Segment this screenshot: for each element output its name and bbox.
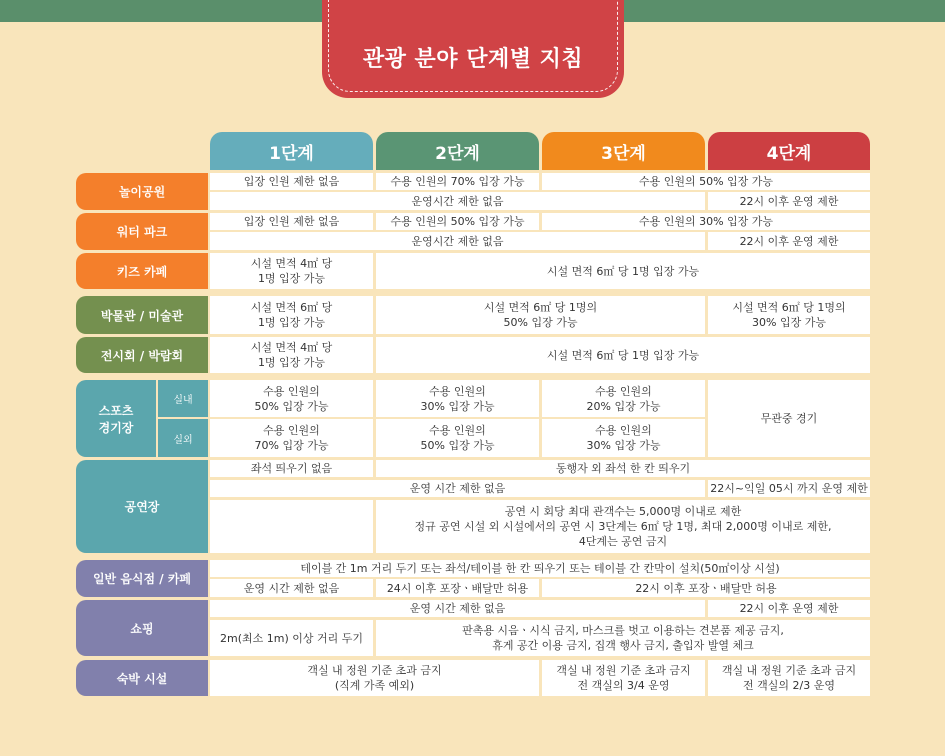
- sports-indoor-stage1-cell: 수용 인원의 50% 입장 가능: [210, 380, 373, 417]
- restaurant-table-all-cell: 테이블 간 1m 거리 두기 또는 좌석/테이블 한 칸 띄우기 또는 테이블 간 칸막이 설치(50㎡이상 시설): [210, 560, 870, 577]
- museum-stage4-cell: 시설 면적 6㎡ 당 1명의 30% 입장 가능: [708, 296, 870, 334]
- shopping-hours-stage123-cell: 운영 시간 제한 없음: [210, 600, 705, 617]
- shopping-rules-stage234-cell: 판촉용 시음ㆍ시식 금지, 마스크를 벗고 이용하는 견본품 제공 금지, 휴게 공간 이용 금지, 집객 행사 금지, 출입자 발열 체크: [376, 620, 870, 656]
- museum-stage23-cell: 시설 면적 6㎡ 당 1명의 50% 입장 가능: [376, 296, 705, 334]
- sports-outdoor-stage1-cell: 수용 인원의 70% 입장 가능: [210, 419, 373, 457]
- lodging-stage12-cell: 객실 내 정원 기준 초과 금지 (직계 가족 예외): [210, 660, 539, 696]
- amusement-hours-stage123-cell: 운영시간 제한 없음: [210, 192, 705, 210]
- stage-3-header: 3단계: [542, 132, 705, 170]
- sports-indoor-stage2-cell: 수용 인원의 30% 입장 가능: [376, 380, 539, 417]
- category-performance: 공연장: [76, 460, 208, 553]
- museum-stage1-cell: 시설 면적 6㎡ 당 1명 입장 가능: [210, 296, 373, 334]
- amusement-hours-stage4-cell: 22시 이후 운영 제한: [708, 192, 870, 210]
- performance-hours-stage123-cell: 운영 시간 제한 없음: [210, 480, 705, 497]
- category-water-park: 워터 파크: [76, 213, 208, 250]
- exhibition-stage1-cell: 시설 면적 4㎡ 당 1명 입장 가능: [210, 337, 373, 373]
- shopping-hours-stage4-cell: 22시 이후 운영 제한: [708, 600, 870, 617]
- restaurant-hours-stage34-cell: 22시 이후 포장ㆍ배달만 허용: [542, 579, 870, 597]
- shopping-distance-stage1-cell: 2m(최소 1m) 이상 거리 두기: [210, 620, 373, 656]
- performance-hours-stage4-cell: 22시~익일 05시 까지 운영 제한: [708, 480, 870, 497]
- stage-2-header: 2단계: [376, 132, 539, 170]
- restaurant-hours-stage1-cell: 운영 시간 제한 없음: [210, 579, 373, 597]
- lodging-stage3-cell: 객실 내 정원 기준 초과 금지 전 객실의 3/4 운영: [542, 660, 705, 696]
- category-exhibition: 전시회 / 박람회: [76, 337, 208, 373]
- water-stage34-cell: 수용 인원의 30% 입장 가능: [542, 213, 870, 230]
- category-shopping: 쇼핑: [76, 600, 208, 656]
- category-lodging: 숙박 시설: [76, 660, 208, 696]
- lodging-stage4-cell: 객실 내 정원 기준 초과 금지 전 객실의 2/3 운영: [708, 660, 870, 696]
- water-hours-stage4-cell: 22시 이후 운영 제한: [708, 232, 870, 250]
- amusement-stage34-cell: 수용 인원의 50% 입장 가능: [542, 173, 870, 190]
- kids-stage1-cell: 시설 면적 4㎡ 당 1명 입장 가능: [210, 253, 373, 289]
- performance-seat-stage1-cell: 좌석 띄우기 없음: [210, 460, 373, 477]
- kids-stage234-cell: 시설 면적 6㎡ 당 1명 입장 가능: [376, 253, 870, 289]
- water-stage2-cell: 수용 인원의 50% 입장 가능: [376, 213, 539, 230]
- sports-stage4-cell: 무관중 경기: [708, 380, 870, 457]
- sports-outdoor-stage3-cell: 수용 인원의 30% 입장 가능: [542, 419, 705, 457]
- exhibition-stage234-cell: 시설 면적 6㎡ 당 1명 입장 가능: [376, 337, 870, 373]
- stage-1-header: 1단계: [210, 132, 373, 170]
- performance-seat-stage234-cell: 동행자 외 좌석 한 칸 띄우기: [376, 460, 870, 477]
- category-museum: 박물관 / 미술관: [76, 296, 208, 334]
- category-restaurant: 일반 음식점 / 카페: [76, 560, 208, 597]
- sports-outdoor-stage2-cell: 수용 인원의 50% 입장 가능: [376, 419, 539, 457]
- category-sports: 스포츠 경기장: [76, 380, 156, 457]
- category-kids-cafe: 키즈 카페: [76, 253, 208, 289]
- restaurant-hours-stage2-cell: 24시 이후 포장ㆍ배달만 허용: [376, 579, 539, 597]
- performance-limit-stage1-cell: [210, 500, 373, 553]
- sports-indoor-stage3-cell: 수용 인원의 20% 입장 가능: [542, 380, 705, 417]
- title-banner: [322, 0, 624, 98]
- category-amusement-park: 놀이공원: [76, 173, 208, 210]
- stage-4-header: 4단계: [708, 132, 870, 170]
- performance-limit-stage234-cell: 공연 시 회당 최대 관객수는 5,000명 이내로 제한 정규 공연 시설 외 시설에서의 공연 시 3단계는 6㎡ 당 1명, 최대 2,000명 이내로 제한, 4단계는 공연 금지: [376, 500, 870, 553]
- amusement-stage2-cell: 수용 인원의 70% 입장 가능: [376, 173, 539, 190]
- sports-indoor-label: 실내: [158, 380, 208, 417]
- water-stage1-cell: 입장 인원 제한 없음: [210, 213, 373, 230]
- water-hours-stage123-cell: 운영시간 제한 없음: [210, 232, 705, 250]
- amusement-stage1-cell: 입장 인원 제한 없음: [210, 173, 373, 190]
- sports-outdoor-label: 실외: [158, 419, 208, 457]
- page-title: 관광 분야 단계별 지침: [362, 47, 584, 72]
